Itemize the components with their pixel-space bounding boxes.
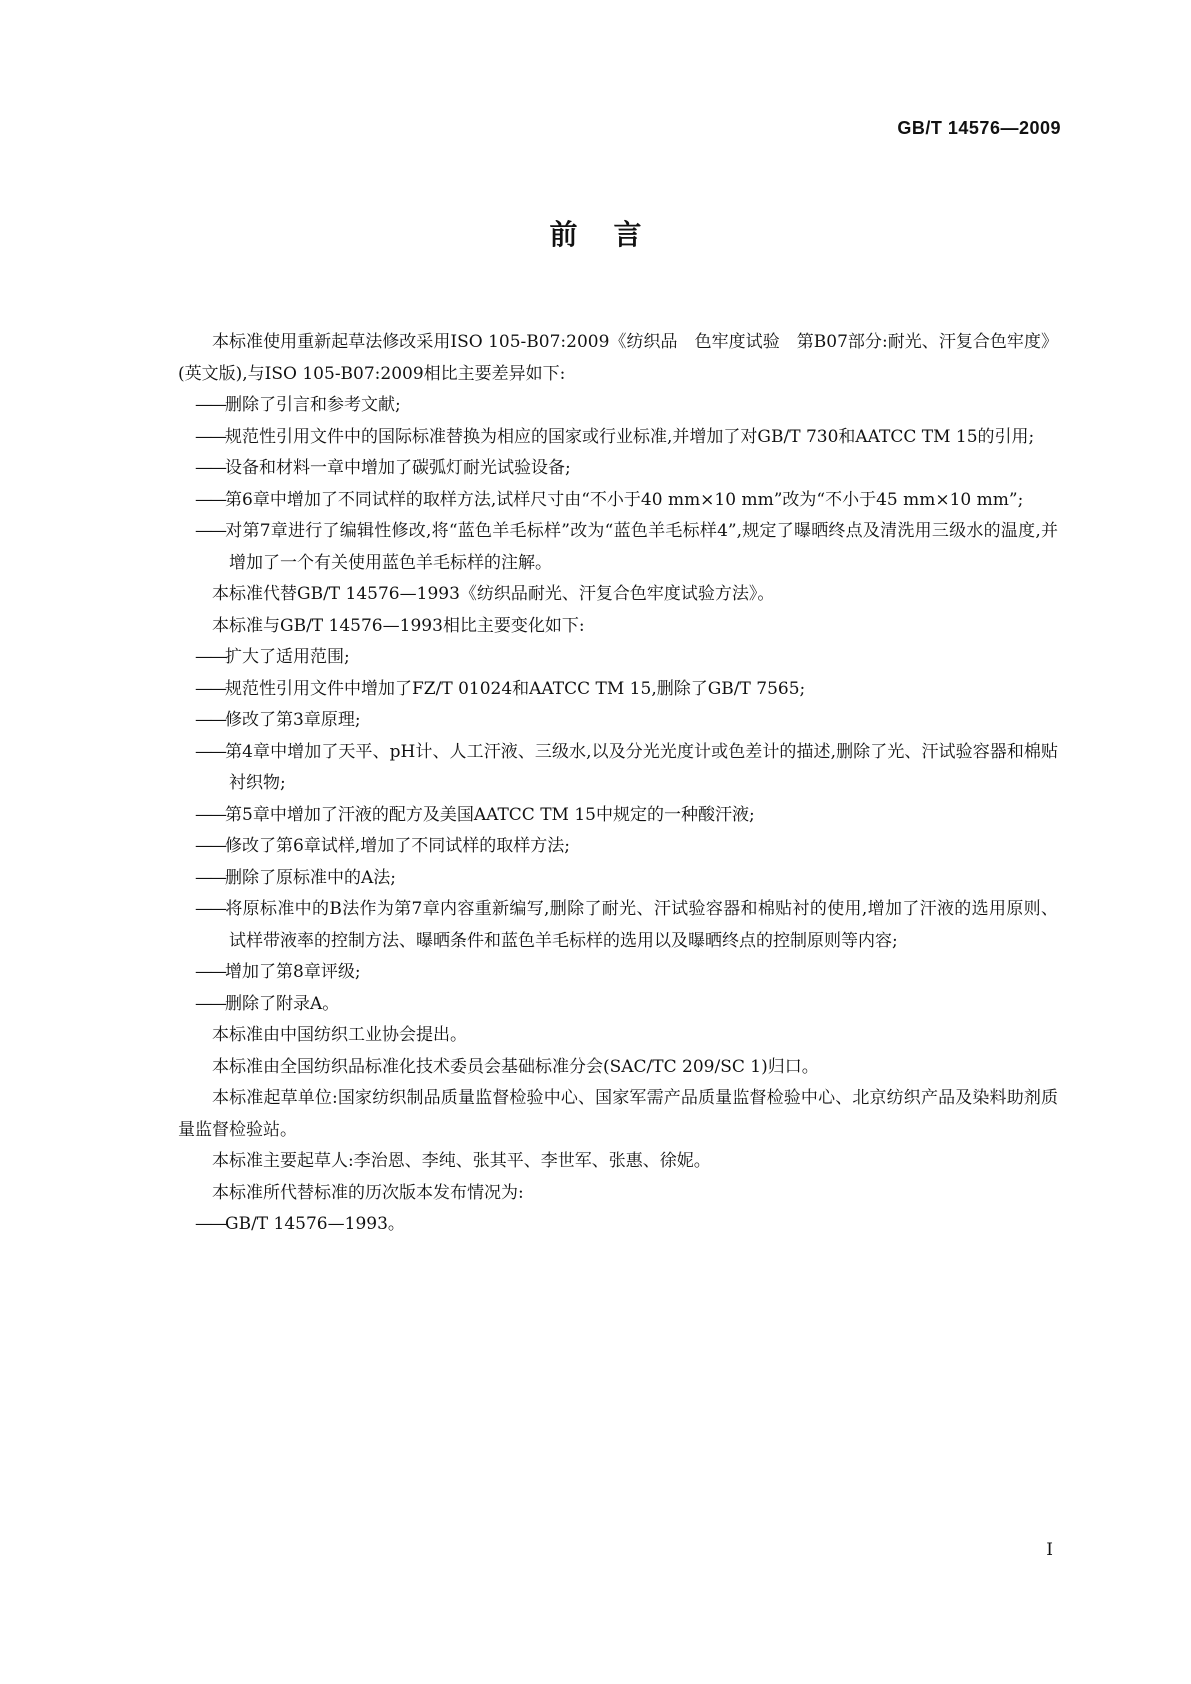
list-item-text: 删除了原标准中的A法; — [225, 867, 397, 888]
list-item-text: 规范性引用文件中增加了FZ/T 01024和AATCC TM 15,删除了GB/T 7565; — [225, 678, 806, 699]
list-item-text: 对第7章进行了编辑性修改,将“蓝色羊毛标样”改为“蓝色羊毛标样4”,规定了曝晒终点及清洗用三级水的温度,并增加了一个有关使用蓝色羊毛标样的注解。 — [225, 521, 1058, 573]
paragraph: 本标准与GB/T 14576—1993相比主要变化如下: — [212, 615, 585, 636]
list-item-text: 删除了附录A。 — [225, 993, 340, 1014]
paragraph: 本标准所代替标准的历次版本发布情况为: — [212, 1182, 524, 1203]
dash-marker: —— — [195, 867, 225, 888]
list-item — [178, 485, 1058, 517]
list-item — [178, 390, 1058, 422]
list-item-text: 设备和材料一章中增加了碳弧灯耐光试验设备; — [225, 458, 571, 478]
list-item-text: 第4章中增加了天平、pH计、人工汗液、三级水,以及分光光度计或色差计的描述,删除了光、汗试验容器和棉贴衬织物; — [225, 741, 1058, 793]
list-item — [178, 453, 1058, 485]
list-item-text: 将原标准中的B法作为第7章内容重新编写,删除了耐光、汗试验容器和棉贴衬的使用,增加了汗液的选用原则、试样带液率的控制方法、曝晒条件和蓝色羊毛标样的选用以及曝晒终点的控制原则等内容; — [225, 899, 1058, 951]
list-item-text: 修改了第3章原理; — [225, 710, 361, 730]
list-item — [178, 800, 1058, 832]
document-body — [178, 327, 1058, 1241]
list-item-text: 扩大了适用范围; — [225, 647, 350, 667]
dash-marker: —— — [195, 647, 225, 667]
standard-code: GB/T 14576—2009 — [897, 118, 1061, 138]
paragraph: 本标准代替GB/T 14576—1993《纺织品耐光、汗复合色牢度试验方法》。 — [212, 584, 775, 604]
dash-marker: —— — [195, 899, 225, 919]
list-item-text: 修改了第6章试样,增加了不同试样的取样方法; — [225, 836, 570, 856]
paragraph: 本标准由中国纺织工业协会提出。 — [212, 1025, 467, 1045]
list-item — [178, 894, 1058, 957]
list-item-text: 第5章中增加了汗液的配方及美国AATCC TM 15中规定的一种酸汗液; — [225, 804, 755, 825]
list-item — [178, 674, 1058, 706]
dash-marker: —— — [195, 426, 225, 447]
page-title: 前言 — [549, 218, 678, 251]
list-item — [178, 957, 1058, 989]
dash-marker: —— — [195, 489, 225, 510]
dash-marker: —— — [195, 804, 225, 825]
dash-marker: —— — [195, 458, 225, 478]
dash-marker: —— — [195, 993, 225, 1014]
paragraph: 本标准使用重新起草法修改采用ISO 105-B07:2009《纺织品 色牢度试验 第B07部分:耐光、汗复合色牢度》(英文版),与ISO 105-B07:2009相比主要差异如下: — [178, 332, 1058, 384]
dash-marker: —— — [195, 710, 225, 730]
dash-marker: —— — [195, 678, 225, 699]
list-item — [178, 422, 1058, 454]
list-item-text: 删除了引言和参考文献; — [225, 395, 401, 415]
page-number: I — [1046, 1540, 1053, 1560]
list-item — [178, 989, 1058, 1021]
list-item — [178, 831, 1058, 863]
dash-marker: —— — [195, 521, 225, 541]
dash-marker: —— — [195, 1214, 225, 1234]
list-item-text: GB/T 14576—1993。 — [225, 1214, 405, 1234]
dash-marker: —— — [195, 741, 225, 762]
dash-marker: —— — [195, 962, 225, 982]
paragraph: 本标准由全国纺织品标准化技术委员会基础标准分会(SAC/TC 209/SC 1)归口。 — [212, 1056, 819, 1077]
list-item-text: 增加了第8章评级; — [225, 962, 361, 982]
list-item — [178, 705, 1058, 737]
paragraph: 本标准起草单位:国家纺织制品质量监督检验中心、国家军需产品质量监督检验中心、北京纺织产品及染料助剂质量监督检验站。 — [178, 1088, 1058, 1140]
list-item — [178, 863, 1058, 895]
dash-marker: —— — [195, 395, 225, 415]
paragraph: 本标准主要起草人:李治恩、李纯、张其平、李世军、张惠、徐妮。 — [212, 1151, 711, 1171]
list-item — [178, 516, 1058, 579]
list-item — [178, 1209, 1058, 1241]
list-item — [178, 642, 1058, 674]
dash-marker: —— — [195, 836, 225, 856]
list-item — [178, 737, 1058, 800]
list-item-text: 规范性引用文件中的国际标准替换为相应的国家或行业标准,并增加了对GB/T 730和AATCC TM 15的引用; — [225, 426, 1035, 447]
list-item-text: 第6章中增加了不同试样的取样方法,试样尺寸由“不小于40 mm×10 mm”改为“不小于45 mm×10 mm”; — [225, 489, 1024, 510]
